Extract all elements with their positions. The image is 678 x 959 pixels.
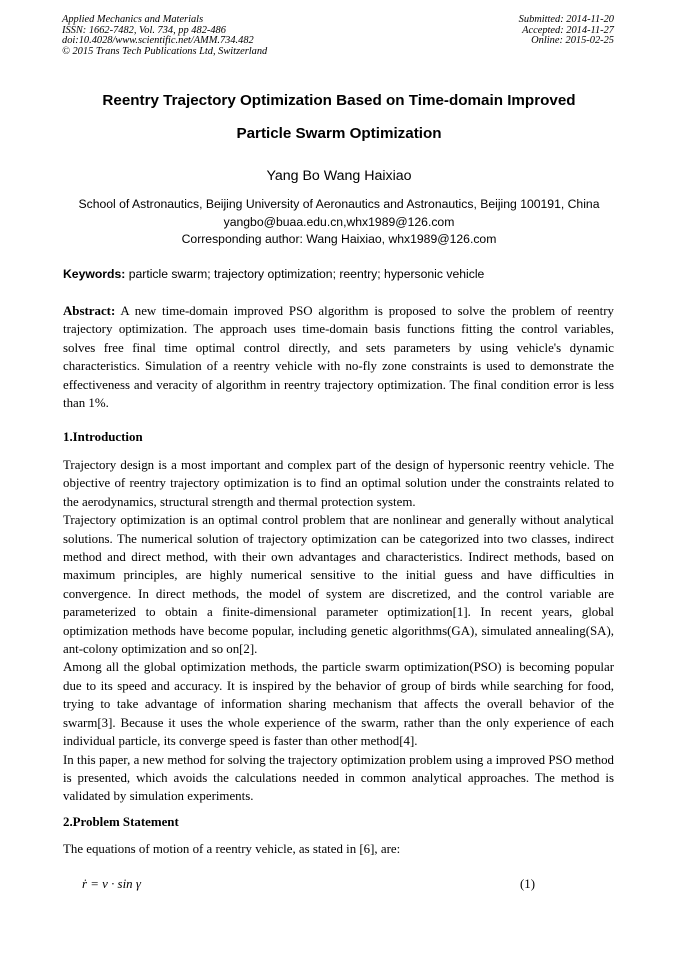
paragraph: Among all the global optimization methods, the particle swarm optimization(PSO) is becoming popular due to its speed and accuracy. It is inspired by the behavior of group of birds while searching for food, trying to take advantage of information sharing mechanism that affects the overall behavior of the swarm[3]. Because it uses the whole experience of the swarm, rather than the only experience of each individual particle, its converge speed is faster than other method[4]. [63,660,614,749]
author-names: Yang Bo Wang Haixiao [266,168,412,184]
accepted-date: Accepted: 2014-11-27 [522,24,614,36]
paper-title-line-1: Reentry Trajectory Optimization Based on Time-domain Improved [102,92,576,109]
submitted-date: Submitted: 2014-11-20 [518,14,614,25]
paragraph: The equations of motion of a reentry vehicle, as stated in [6], are: [63,842,401,856]
keywords-text: particle swarm; trajectory optimization; reentry; hypersonic vehicle [125,267,485,281]
copyright-line: © 2015 Trans Tech Publications Ltd, Switzerland [62,45,268,57]
equation-number: (1) [520,877,536,891]
journal-name: Applied Mechanics and Materials [62,14,204,25]
section-heading-problem-statement: 2.Problem Statement [63,815,179,829]
abstract-text: A new time-domain improved PSO algorithm is proposed to solve the problem of reentry trajectory optimization. The approach uses time-domain basis functions fitting the control variables, solves free final time optimal control directly, and sets parameters by using vehicle's dynamic characteristics. Simulation of a reentry vehicle with no-fly zone constraints is used to demonstrate the effectiveness and veracity of algorithm in reentry trajectory optimization. The final condition error is less than 1%. [63,304,614,411]
author-emails: yangbo@buaa.edu.cn,whx1989@126.com [223,214,455,229]
equation-1: ṙ = v · sin γ [82,877,141,891]
introduction-body [63,456,614,806]
abstract-label: Abstract: [63,304,116,318]
issn-line: ISSN: 1662-7482, Vol. 734, pp 482-486 [62,24,226,36]
doi-line: doi:10.4028/www.scientific.net/AMM.734.482 [62,35,254,47]
corresponding-author: Corresponding author: Wang Haixiao, whx1989@126.com [181,232,497,246]
paragraph: Trajectory optimization is an optimal control problem that are nonlinear and generally without analytical solutions. The numerical solution of trajectory optimization can be categorized into two classes, indirect method and direct method, with their own advantages and characteristics. Indirect methods, based on maximum principles, are highly numerical sensitive to the initial guess and have difficulties in convergence. In direct methods, the model of system are discretized, and the control variable are parameterized to obtain a finite-dimensional parameter optimization[1]. In recent years, global optimization methods have become popular, including genetic algorithms(GA), simulated annealing(SA), ant-colony optimization and so on[2]. [63,513,614,657]
paragraph: In this paper, a new method for solving the trajectory optimization problem using a improved PSO method is presented, which avoids the calculations needed in common analytical approaches. The method is validated by simulation experiments. [63,752,614,804]
submission-dates [519,15,614,47]
paragraph: Trajectory design is a most important and complex part of the design of hypersonic reentry vehicle. The objective of reentry trajectory optimization is to find an optimal solution under the constraints related to the aerodynamics, structural strength and thermal protection system. [63,458,614,509]
affiliation-block [40,196,638,249]
journal-header [62,15,267,57]
paper-title-line-2: Particle Swarm Optimization [236,125,442,142]
keywords-label: Keywords: [63,267,126,281]
online-date: Online: 2015-02-25 [531,35,614,47]
abstract [63,302,614,412]
problem-statement-body [63,840,614,858]
institution: School of Astronautics, Beijing University of Aeronautics and Astronautics, Beijing 100191, China [78,197,600,211]
section-heading-introduction: 1.Introduction [63,430,143,444]
keywords [63,267,484,281]
